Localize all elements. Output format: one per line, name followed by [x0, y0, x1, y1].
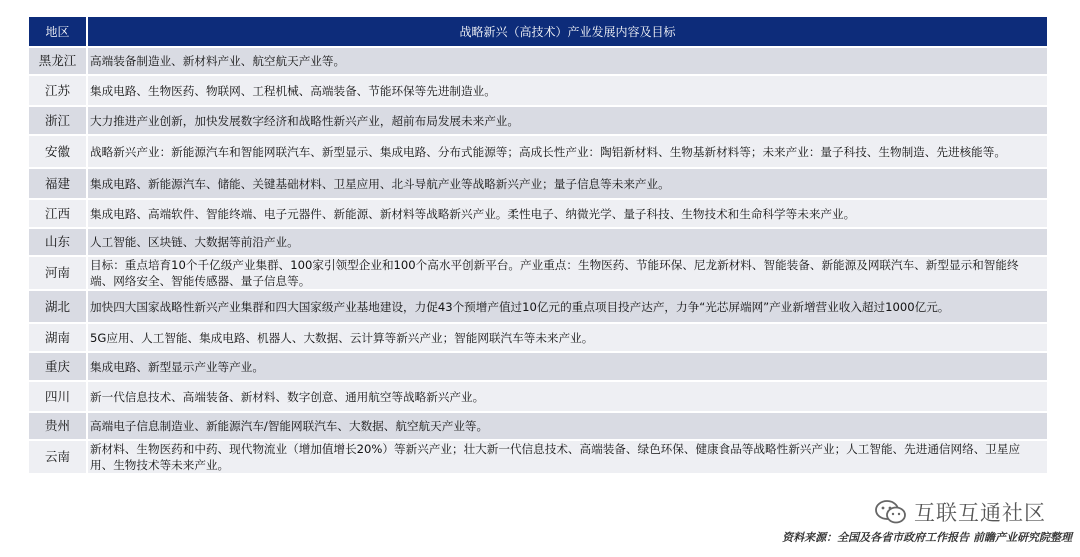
region-cell: 黑龙江 [29, 47, 87, 75]
region-cell: 湖南 [29, 323, 87, 352]
region-cell: 安徽 [29, 135, 87, 168]
table-row [29, 47, 1047, 75]
region-cell: 浙江 [29, 106, 87, 135]
table-row [29, 75, 1047, 106]
wechat-icon [874, 499, 908, 525]
table-row [29, 290, 1047, 323]
content-cell: 战略新兴产业：新能源汽车和智能网联汽车、新型显示、集成电路、分布式能源等；高成长性产业：陶铝新材料、生物基新材料等；未来产业：量子科技、生物制造、先进核能等。 [87, 135, 1047, 168]
region-cell: 福建 [29, 168, 87, 199]
watermark-text: 互联互通社区 [914, 501, 1046, 525]
content-cell: 集成电路、生物医药、物联网、工程机械、高端装备、节能环保等先进制造业。 [87, 75, 1047, 106]
table-header-row [29, 17, 1047, 47]
content-cell: 新一代信息技术、高端装备、新材料、数字创意、通用航空等战略新兴产业。 [87, 381, 1047, 412]
header-content: 战略新兴（高技术）产业发展内容及目标 [87, 17, 1047, 47]
content-cell: 高端电子信息制造业、新能源汽车/智能网联汽车、大数据、航空航天产业等。 [87, 412, 1047, 440]
content-cell: 5G应用、人工智能、集成电路、机器人、大数据、云计算等新兴产业；智能网联汽车等未来产业。 [87, 323, 1047, 352]
region-cell: 重庆 [29, 352, 87, 381]
content-cell: 高端装备制造业、新材料产业、航空航天产业等。 [87, 47, 1047, 75]
table-row [29, 352, 1047, 381]
table-row [29, 199, 1047, 228]
content-cell: 人工智能、区块链、大数据等前沿产业。 [87, 228, 1047, 256]
content-cell: 加快四大国家战略性新兴产业集群和四大国家级产业基地建设，力促43个预增产值过10亿元的重点项目投产达产，力争“光芯屏端网”产业新增营业收入超过1000亿元。 [87, 290, 1047, 323]
industry-table [29, 17, 1047, 473]
table-body [29, 47, 1047, 473]
table-row [29, 228, 1047, 256]
source-note: 资料来源：全国及各省市政府工作报告 前瞻产业研究院整理 [782, 531, 1072, 544]
header-region: 地区 [29, 17, 87, 47]
content-cell: 新材料、生物医药和中药、现代物流业（增加值增长20%）等新兴产业；壮大新一代信息技术、高端装备、绿色环保、健康食品等战略性新兴产业；人工智能、先进通信网络、卫星应用、生物技术等未来产业。 [87, 440, 1047, 473]
table-row [29, 381, 1047, 412]
content-cell: 集成电路、新型显示产业等产业。 [87, 352, 1047, 381]
region-cell: 湖北 [29, 290, 87, 323]
table-row [29, 440, 1047, 473]
table-row [29, 323, 1047, 352]
table-row [29, 168, 1047, 199]
region-cell: 贵州 [29, 412, 87, 440]
content-cell: 大力推进产业创新，加快发展数字经济和战略性新兴产业，超前布局发展未来产业。 [87, 106, 1047, 135]
table-row [29, 256, 1047, 290]
region-cell: 山东 [29, 228, 87, 256]
region-cell: 江西 [29, 199, 87, 228]
table-row [29, 412, 1047, 440]
content-cell: 集成电路、新能源汽车、储能、关键基础材料、卫星应用、北斗导航产业等战略新兴产业；量子信息等未来产业。 [87, 168, 1047, 199]
table-row [29, 106, 1047, 135]
table-row [29, 135, 1047, 168]
region-cell: 云南 [29, 440, 87, 473]
region-cell: 河南 [29, 256, 87, 290]
region-cell: 四川 [29, 381, 87, 412]
content-cell: 目标：重点培育10个千亿级产业集群、100家引领型企业和100个高水平创新平台。产业重点：生物医药、节能环保、尼龙新材料、智能装备、新能源及网联汽车、新型显示和智能终端、网络安全、智能传感器、量子信息等。 [87, 256, 1047, 290]
region-cell: 江苏 [29, 75, 87, 106]
content-cell: 集成电路、高端软件、智能终端、电子元器件、新能源、新材料等战略新兴产业。柔性电子、纳微光学、量子科技、生物技术和生命科学等未来产业。 [87, 199, 1047, 228]
wechat-watermark [874, 497, 1046, 527]
